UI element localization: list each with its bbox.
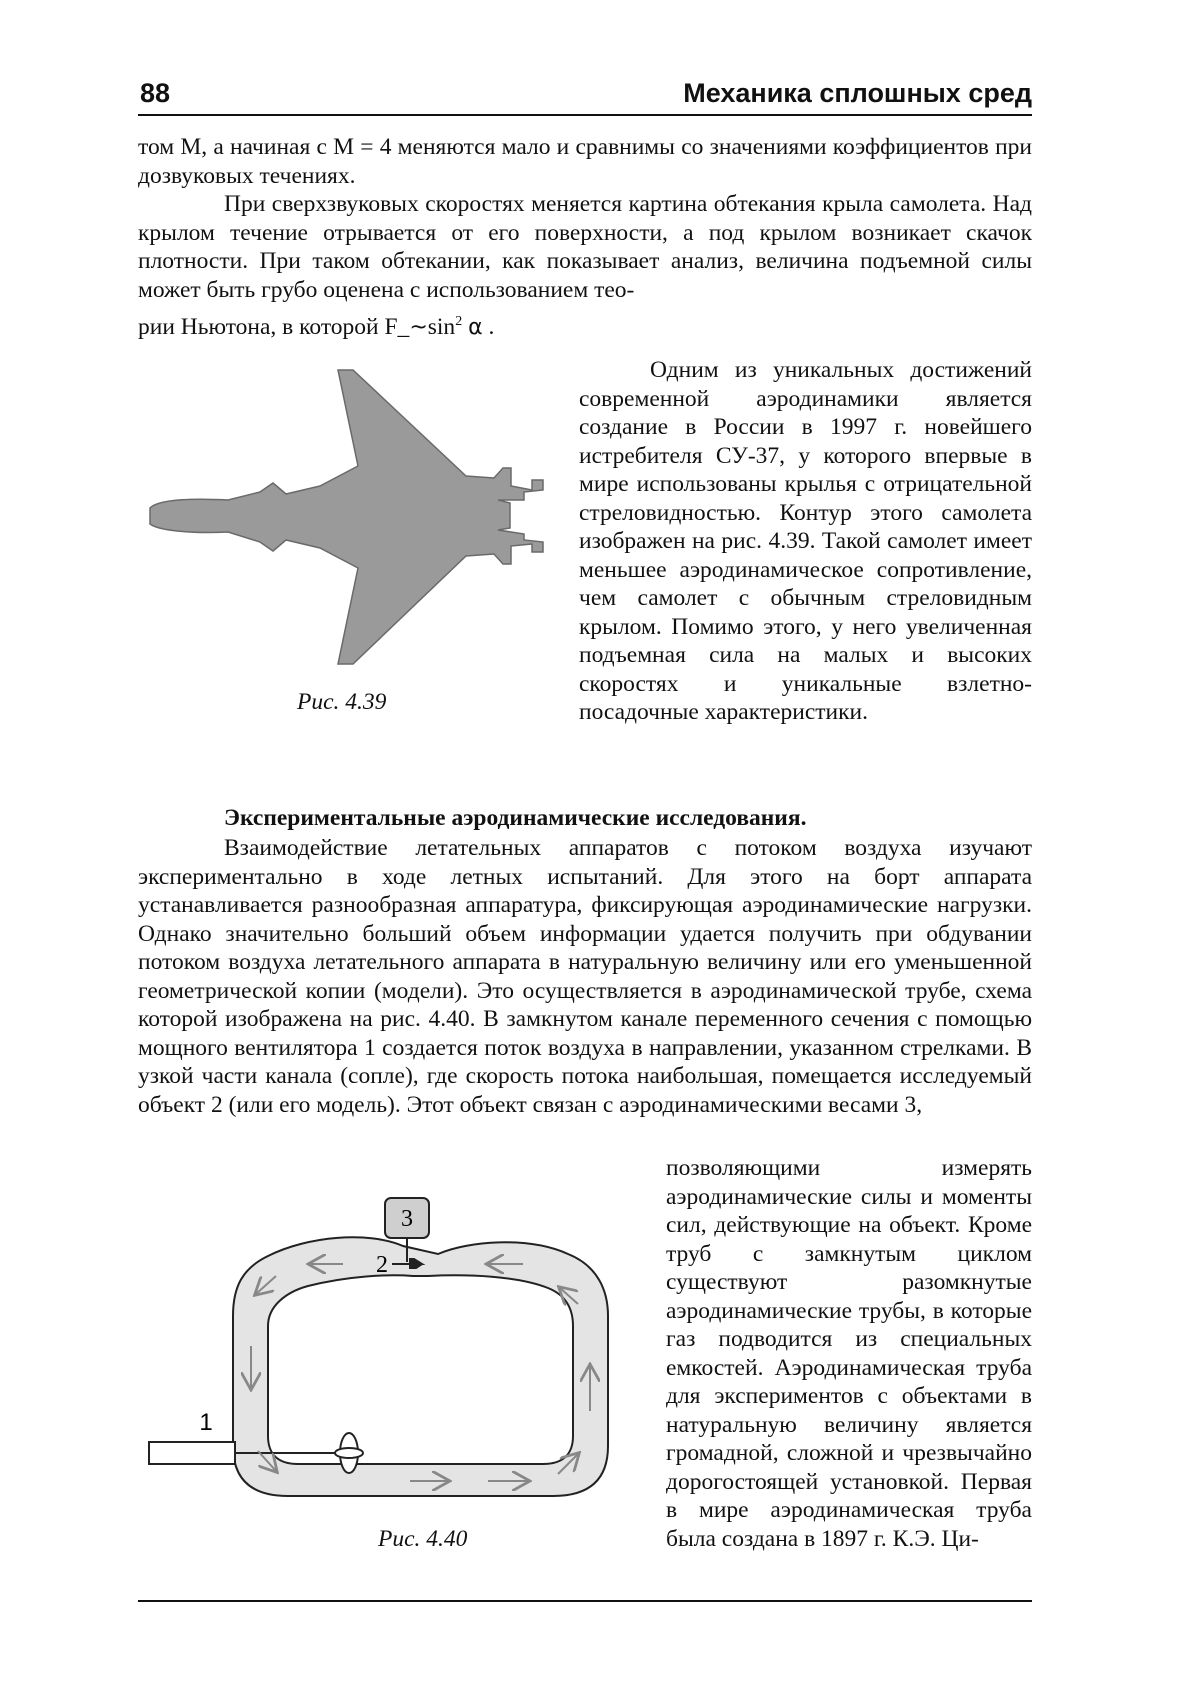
footer-rule [138, 1600, 1032, 1602]
formula-op: ~ [409, 314, 428, 340]
formula-func: sin [427, 313, 456, 340]
wind-tunnel-text-block [138, 834, 1032, 1119]
tunnel-channel-inner [268, 1275, 573, 1464]
paragraph-continuation: том M, а начиная с M = 4 меняются мало и сравнимы со значениями коэффициентов при дозвуковых течениях. [138, 134, 1032, 189]
fan-motor-box [149, 1442, 235, 1464]
label-balance: 3 [401, 1206, 413, 1232]
label-fan: 1 [199, 1409, 213, 1436]
su37-paragraph: Одним из уникальных достижений современной аэродинамики является создание в России в 1997 г. новейшего истребителя СУ-37, у которого впервые в мире использованы крылья с отрицательной стреловидностью. Контур этого самолета изображен на рис. 4.39. Такой самолет имеет меньшее аэродинамическое сопротивление, чем самолет с обычным стреловидным крылом. Помимо этого, у него увеличенная подъемная сила на малых и высоких скоростях и уникальные взлетно-посадочные характеристики. [579, 357, 1032, 725]
page-number: 88 [140, 78, 171, 108]
paragraph-supersonic: При сверхзвуковых скоростях меняется картина обтекания крыла самолета. Над крылом течение отрывается от его поверхности, а под крылом возникает скачок плотности. При таком обтекании, как показывает анализ, величина подъемной силы может быть грубо оценена с использованием тео- [138, 191, 1032, 303]
figure-4-39-caption: Рис. 4.39 [297, 689, 387, 715]
label-object: 2 [376, 1252, 388, 1278]
top-text-block [138, 133, 1032, 342]
formula-end: . [488, 313, 495, 340]
formula-arg: α [468, 314, 483, 340]
wind-tunnel-figure [148, 1196, 658, 1526]
formula-exponent: 2 [455, 314, 463, 329]
formula-lhs: F_ [384, 313, 410, 340]
su37-description [579, 356, 1032, 727]
wind-tunnel-paragraph: Взаимодействие летательных аппаратов с потоком воздуха изучают экспериментально в ходе летных испытаний. Для этого на борт аппарата устанавливается разнообразная аппаратура, фиксирующая аэродинамические нагрузки. Однако значительно больший объем информации удается получить при обдувании потоком воздуха летательного аппарата в натуральную величину или его уменьшенной геометрической копии (модели). Это осуществляется в аэродинамической трубе, схема которой изображена на рис. 4.40. В замкнутом канале переменного сечения с помощью мощного вентилятора 1 создается поток воздуха в направлении, указанном стрелками. В узкой части канала (сопле), где скорость потока наибольшая, помещается исследуемый объект 2 (или его модель). Этот объект связан с аэродинамическими весами 3, [138, 835, 1032, 1118]
lift-formula [384, 314, 494, 340]
figure-4-40-caption: Рис. 4.40 [378, 1526, 468, 1552]
continuation-paragraph: позволяющими измерять аэродинамические силы и моменты сил, действующие на объект. Кроме труб с замкнутым циклом существуют разомкнутые аэродинамические трубы, в которые газ подводится из специальных емкостей. Аэродинамическая труба для экспериментов с объектами в натуральную величину является громадной, сложной и чрезвычайно дорогостоящей установкой. Первая в мире аэродинамическая труба была создана в 1897 г. К.Э. Ци- [666, 1155, 1032, 1552]
aircraft-outline-figure [148, 368, 568, 668]
su37-silhouette [150, 370, 543, 664]
formula-line [138, 308, 1032, 342]
header-rule [138, 114, 1032, 116]
formula-lead-text: рии Ньютона, в которой [138, 313, 385, 340]
running-title: Механика сплошных сред [683, 78, 1032, 108]
fan-hub [335, 1448, 363, 1458]
wind-tunnel-continuation [666, 1154, 1032, 1553]
section-heading: Экспериментальные аэродинамические исследования. [224, 805, 807, 831]
